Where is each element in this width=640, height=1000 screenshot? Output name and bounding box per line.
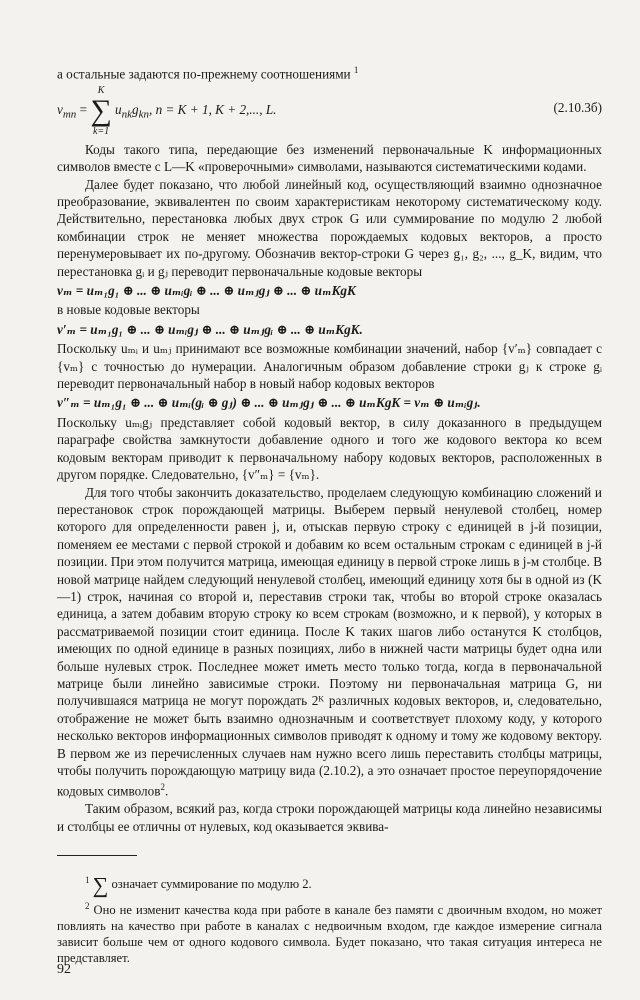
paragraph-systematic-codes: Коды такого типа, передающие без изменений первоначальные K информационных символов вместе с L—K «проверочными» символами, называются систематическими кодами. [57, 141, 602, 175]
formula-permuted-vectors: v′ₘ = uₘ₁g₁ ⊕ ... ⊕ uₘᵢgⱼ ⊕ ... ⊕ uₘⱼgᵢ ⊕ ... ⊕ uₘKgK. [57, 321, 363, 337]
sum-symbol: K ∑ k=1 [90, 84, 112, 137]
paragraph-proof: Для того чтобы закончить доказательство, проделаем следующую комбинацию сложений и перестановок строк порождающей матрицы. Выберем первый ненулевой столбец, номер которого для определенности равен j, и, отыскав первую строку с единицей в j-й позиции, поменяем ее местами с первой строкой и добавим ко всем остальным строкам с единицей в j-й позиции. При этом получится матрица, имеющая единицу в первой строке лишь в j-м столбце. В новой матрице найдем следующий ненулевой столбец, имеющий единицу хотя бы в одной из (K—1) строк, начиная со второй и, переставив строки так, чтобы во второй строке оказалась единица, а затем добавим вторую строку ко всем строкам (возможно, и к первой), у которых в рассматриваемой позиции стоит единица. После K таких шагов либо останутся K столбцов, имеющих по одной единице в разных позициях, либо в нижней части матрицы будет одна или больше нулевых строк. Последнее может иметь место только тогда, когда в первоначальной матрице были линейно зависимые строки. Поэтому ни первоначальная матрица G, ни получившаяся матрица не могут порождать 2ᴷ различных кодовых векторов, и, следовательно, отображение не может быть взаимно однозначным и соответствует плохому коду, у которого несколько векторов информационных символов приводят к одному и тому же кодовому вектору. В первом же из перечисленных случаев нам нужно всего лишь переставить столбцы матрицы, чтобы получить порождающую матрицу вида (2.10.2), а это означает простое переупорядочение кодовых символов$^2$. [57, 484, 602, 799]
intro-line: а остальные задаются по-прежнему соотношениями $^1$ [57, 65, 359, 82]
paragraph-equivalence: Далее будет показано, что любой линейный код, осуществляющий взаимно однозначное преобразование, эквивалентен по своим характеристикам некоторому систематическому коду. Действительно, перестановка любых двух строк G или суммирование по модулю 2 любой комбинации строк не меняет множества порождаемых кодовых векторов, а просто перенумеровывает их по-другому. Обозначив вектор-строки G через g₁, g₂, ..., g_K, видим, что перестановка gᵢ и gⱼ переводит первоначальные кодовые векторы [57, 176, 602, 279]
footnote-2: $^2$ Оно не изменит качества кода при работе в канале без памяти с двоичным входом, но может повлиять на качество при работе в каналах с недвоичным входом, где каждое измерение сигнала зависит больше чем от одного кодового символа. Будет показано, что такая ситуация интереса не представляет. [57, 901, 602, 966]
paragraph-conclusion: Таким образом, всякий раз, когда строки порождающей матрицы кода линейно независимы и столбцы ее отличны от нулевых, код оказывается эквива- [57, 801, 602, 834]
footnote-ref-2: 2 [160, 782, 165, 793]
paragraph-permutation: Поскольку uₘᵢ и uₘⱼ принимают все возможные комбинации значений, набор {v′ₘ} совпадает с {vₘ} с точностью до нумерации. Аналогичным образом добавление строки gⱼ к строке gᵢ переводит первоначальный набор в новый набор кодовых векторов [57, 341, 602, 392]
equation-number: (2.10.3б) [553, 99, 602, 115]
footnote-divider [57, 855, 137, 856]
line-new-vectors: в новые кодовые векторы [57, 302, 200, 318]
formula-2-10-3b: $v_{mn}$ = K ∑ k=1 $u_{nk}g_{kn}$, n = K + 1, K + 2,..., L. (2.10.3б) [57, 84, 602, 137]
page-number: 92 [57, 962, 71, 977]
footnote-ref-1: 1 [353, 65, 359, 75]
page-body [57, 62, 602, 835]
formula-original-vectors: vₘ = uₘ₁g₁ ⊕ ... ⊕ uₘᵢgᵢ ⊕ ... ⊕ uₘⱼgⱼ ⊕ ... ⊕ uₘKgK [57, 283, 356, 299]
formula-added-vectors: v″ₘ = uₘ₁g₁ ⊕ ... ⊕ uₘᵢ(gᵢ ⊕ gⱼ) ⊕ ... ⊕ uₘⱼgⱼ ⊕ ... ⊕ uₘKgK = vₘ ⊕ uₘᵢgⱼ. [57, 395, 481, 411]
footnote-1: $^1$ ∑ означает суммирование по модулю 2. [85, 872, 312, 898]
sum-symbol-footnote: ∑ [92, 872, 109, 898]
paragraph-closure: Поскольку uₘᵢgⱼ представляет собой кодовый вектор, в силу доказанного в предыдущем параграфе свойства замкнутости добавление одного и того же кодового вектора ко всем кодовым векторам приводит к первоначальному набору кодовых векторов, расположенных в другом порядке. Следовательно, {v″ₘ} = {vₘ}. [57, 414, 602, 483]
